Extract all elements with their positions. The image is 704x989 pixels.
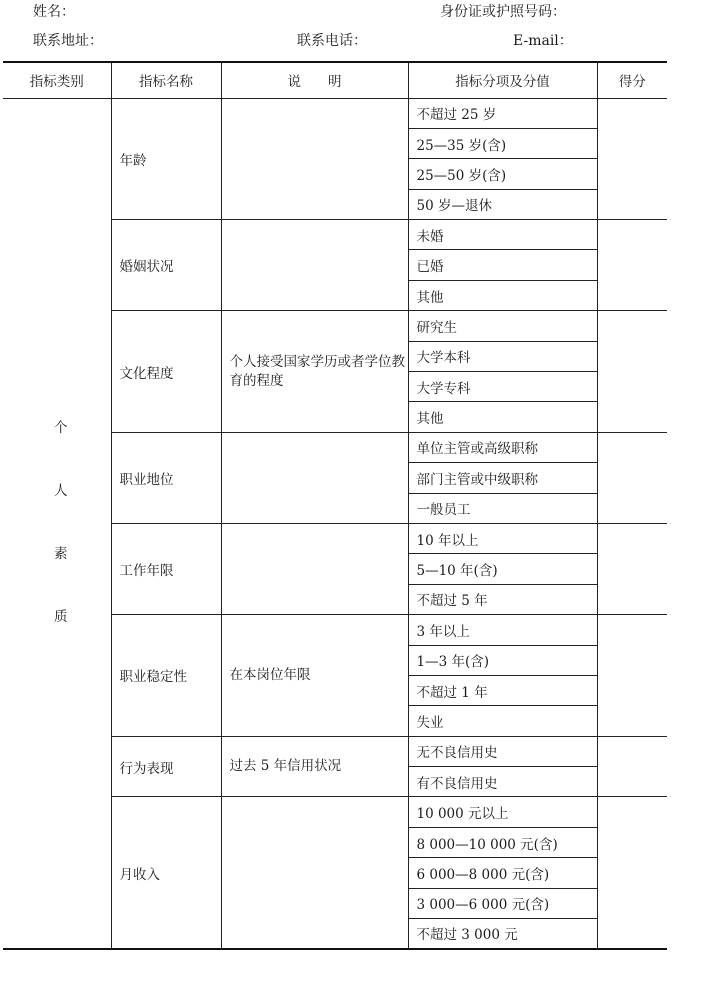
credit-scoring-table: [3, 61, 667, 950]
indicator-name-cell: 行为表现: [111, 736, 221, 797]
option-cell: 3 000—6 000 元(含): [408, 888, 597, 918]
option-cell: 大学本科: [408, 341, 597, 371]
option-cell: 已婚: [408, 250, 597, 280]
indicator-description-cell: [221, 797, 408, 949]
indicator-description-cell: 过去 5 年信用状况: [221, 736, 408, 797]
option-cell: 不超过 3 000 元: [408, 919, 597, 949]
score-input-cell[interactable]: [597, 736, 667, 797]
column-header-description: 说 明: [221, 62, 408, 98]
option-cell: 50 岁—退休: [408, 189, 597, 219]
indicator-name-cell: 文化程度: [111, 311, 221, 433]
category-cell: [3, 98, 111, 949]
column-header-score: 得分: [597, 62, 667, 98]
score-input-cell[interactable]: [597, 432, 667, 523]
indicator-name-cell: 月收入: [111, 797, 221, 949]
option-cell: 研究生: [408, 311, 597, 341]
category-char: 质: [54, 609, 68, 626]
score-input-cell[interactable]: [597, 797, 667, 949]
name-label: 姓名：: [33, 4, 75, 20]
option-cell: 不超过 1 年: [408, 675, 597, 705]
indicator-name-cell: 工作年限: [111, 523, 221, 614]
option-cell: 部门主管或中级职称: [408, 463, 597, 493]
option-cell: 其他: [408, 402, 597, 432]
option-cell: 有不良信用史: [408, 767, 597, 797]
table-row: [3, 98, 667, 128]
option-cell: 5—10 年(含): [408, 554, 597, 584]
option-cell: 无不良信用史: [408, 736, 597, 766]
email-label: E-mail：: [513, 33, 573, 49]
indicator-description-cell: [221, 523, 408, 614]
score-input-cell[interactable]: [597, 311, 667, 433]
score-input-cell[interactable]: [597, 615, 667, 737]
option-cell: 其他: [408, 280, 597, 310]
option-cell: 失业: [408, 706, 597, 736]
option-cell: 6 000—8 000 元(含): [408, 858, 597, 888]
indicator-description-cell: [221, 220, 408, 311]
score-input-cell[interactable]: [597, 220, 667, 311]
indicator-name-cell: 职业地位: [111, 432, 221, 523]
phone-label: 联系电话：: [297, 33, 367, 49]
option-cell: 不超过 25 岁: [408, 98, 597, 128]
indicator-description-cell: [221, 432, 408, 523]
column-header-indicator-name: 指标名称: [111, 62, 221, 98]
score-input-cell[interactable]: [597, 523, 667, 614]
option-cell: 10 年以上: [408, 523, 597, 553]
option-cell: 25—50 岁(含): [408, 159, 597, 189]
option-cell: 1—3 年(含): [408, 645, 597, 675]
option-cell: 一般员工: [408, 493, 597, 523]
id-number-label: 身份证或护照号码：: [440, 4, 566, 20]
category-char: 素: [54, 546, 68, 563]
indicator-description-cell: 在本岗位年限: [221, 615, 408, 737]
option-cell: 8 000—10 000 元(含): [408, 827, 597, 857]
indicator-name-cell: 年龄: [111, 98, 221, 220]
option-cell: 10 000 元以上: [408, 797, 597, 827]
indicator-name-cell: 职业稳定性: [111, 615, 221, 737]
category-char: 人: [54, 483, 68, 500]
option-cell: 25—35 岁(含): [408, 128, 597, 158]
indicator-name-cell: 婚姻状况: [111, 220, 221, 311]
column-header-options-and-points: 指标分项及分值: [408, 62, 597, 98]
address-label: 联系地址：: [33, 33, 103, 49]
indicator-description-cell: 个人接受国家学历或者学位教育的程度: [221, 311, 408, 433]
option-cell: 不超过 5 年: [408, 584, 597, 614]
table-header-row: [3, 62, 667, 98]
option-cell: 3 年以上: [408, 615, 597, 645]
category-char: 个: [54, 420, 68, 437]
indicator-description-cell: [221, 98, 408, 220]
score-input-cell[interactable]: [597, 98, 667, 220]
option-cell: 大学专科: [408, 372, 597, 402]
option-cell: 未婚: [408, 220, 597, 250]
option-cell: 单位主管或高级职称: [408, 432, 597, 462]
table-body: [3, 98, 667, 949]
column-header-category: 指标类别: [3, 62, 111, 98]
